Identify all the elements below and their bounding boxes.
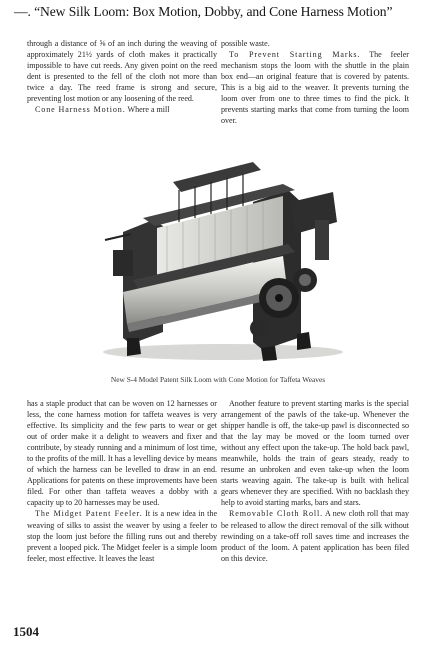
paragraph-text: It is a new idea in the weaving of silks to assist the weaver by using a feeler to stop the loom just before the filling runs out and thereby prevent a looped pick. The Midget feeler is a simple loom feeler, most effective. It leaves the least xyxy=(27,509,218,563)
paragraph: through a distance of ⅝ of an inch during the weaving of approximately 21½ yards of cloth makes it practically impossible to have cut reeds. Any given point on the reed dent is presented to the fell of the cloth not more than twice a day. The reed frame is strong and secure, preventing lost motion or any loosening of the reed. xyxy=(27,39,217,104)
column-bottom-left xyxy=(27,398,217,564)
paragraph-text: The feeler mechanism stops the loom with the shuttle in the plain box end—an original feature that is covered by patents. This is a big aid to the weaver. It prevents turning the loom over from one to three times to find the pick. It prevents starting marks that come from turning the loom over. xyxy=(221,50,409,126)
paragraph: has a staple product that can be woven on 12 harnesses or less, the cone harness motion for taffeta weaves is very effective. Its simplicity and the few parts to wear or get out of order make it a delight to weavers and fixer and contribute, by steady running and a minimum of lost time, to the profits of the mill. It has a levelling device by means of which the harness can be levelled to draw in an end. Applications for patents on these improvements have been filed. For other than taffeta weaves a dobby with a capacity up to 20 harnesses may be used. xyxy=(27,399,217,508)
section-heading: To Prevent Starting Marks. xyxy=(229,50,361,60)
section-heading: Cone Harness Motion. xyxy=(35,105,126,115)
paragraph xyxy=(221,49,409,126)
section-heading: The Midget Patent Feeler. xyxy=(35,509,143,519)
paragraph-text: Where a mill xyxy=(127,105,170,115)
paragraph-text: A new cloth roll that may be released to allow the direct removal of the silk without rewinding on a take-off roll saves time and increases the product of the loom. A patent application has been filed on this device. xyxy=(221,509,409,563)
column-top-right xyxy=(221,38,409,126)
page-number: 1504 xyxy=(13,624,39,639)
paragraph xyxy=(221,508,409,563)
paragraph: possible waste. xyxy=(221,39,270,48)
section-heading: Removable Cloth Roll. xyxy=(229,509,324,519)
page-title: —. “New Silk Loom: Box Motion, Dobby, and Cone Harness Motion” xyxy=(14,4,393,19)
figure-caption: New S-4 Model Patent Silk Loom with Cone Motion for Taffeta Weaves xyxy=(110,375,326,384)
loom-photograph xyxy=(83,162,351,362)
column-top-left xyxy=(27,38,217,115)
column-bottom-right xyxy=(221,398,409,564)
paragraph: Another feature to prevent starting marks is the special arrangement of the pawls of the take-up. Whenever the shipper handle is off, the take-up pawl is disconnected so that the lay may be moved or the loom turned over without any effect upon the take-up. The hold back pawl, meanwhile, holds the train of gears steady, ready to resume an unbroken and even take-up when the loom starts weaving again. The take-up is built with helical gears whenever they are specified. With no backlash they help to avoid starting marks, bars and stars. xyxy=(221,399,409,508)
paragraph xyxy=(27,508,217,563)
paragraph xyxy=(27,104,217,115)
